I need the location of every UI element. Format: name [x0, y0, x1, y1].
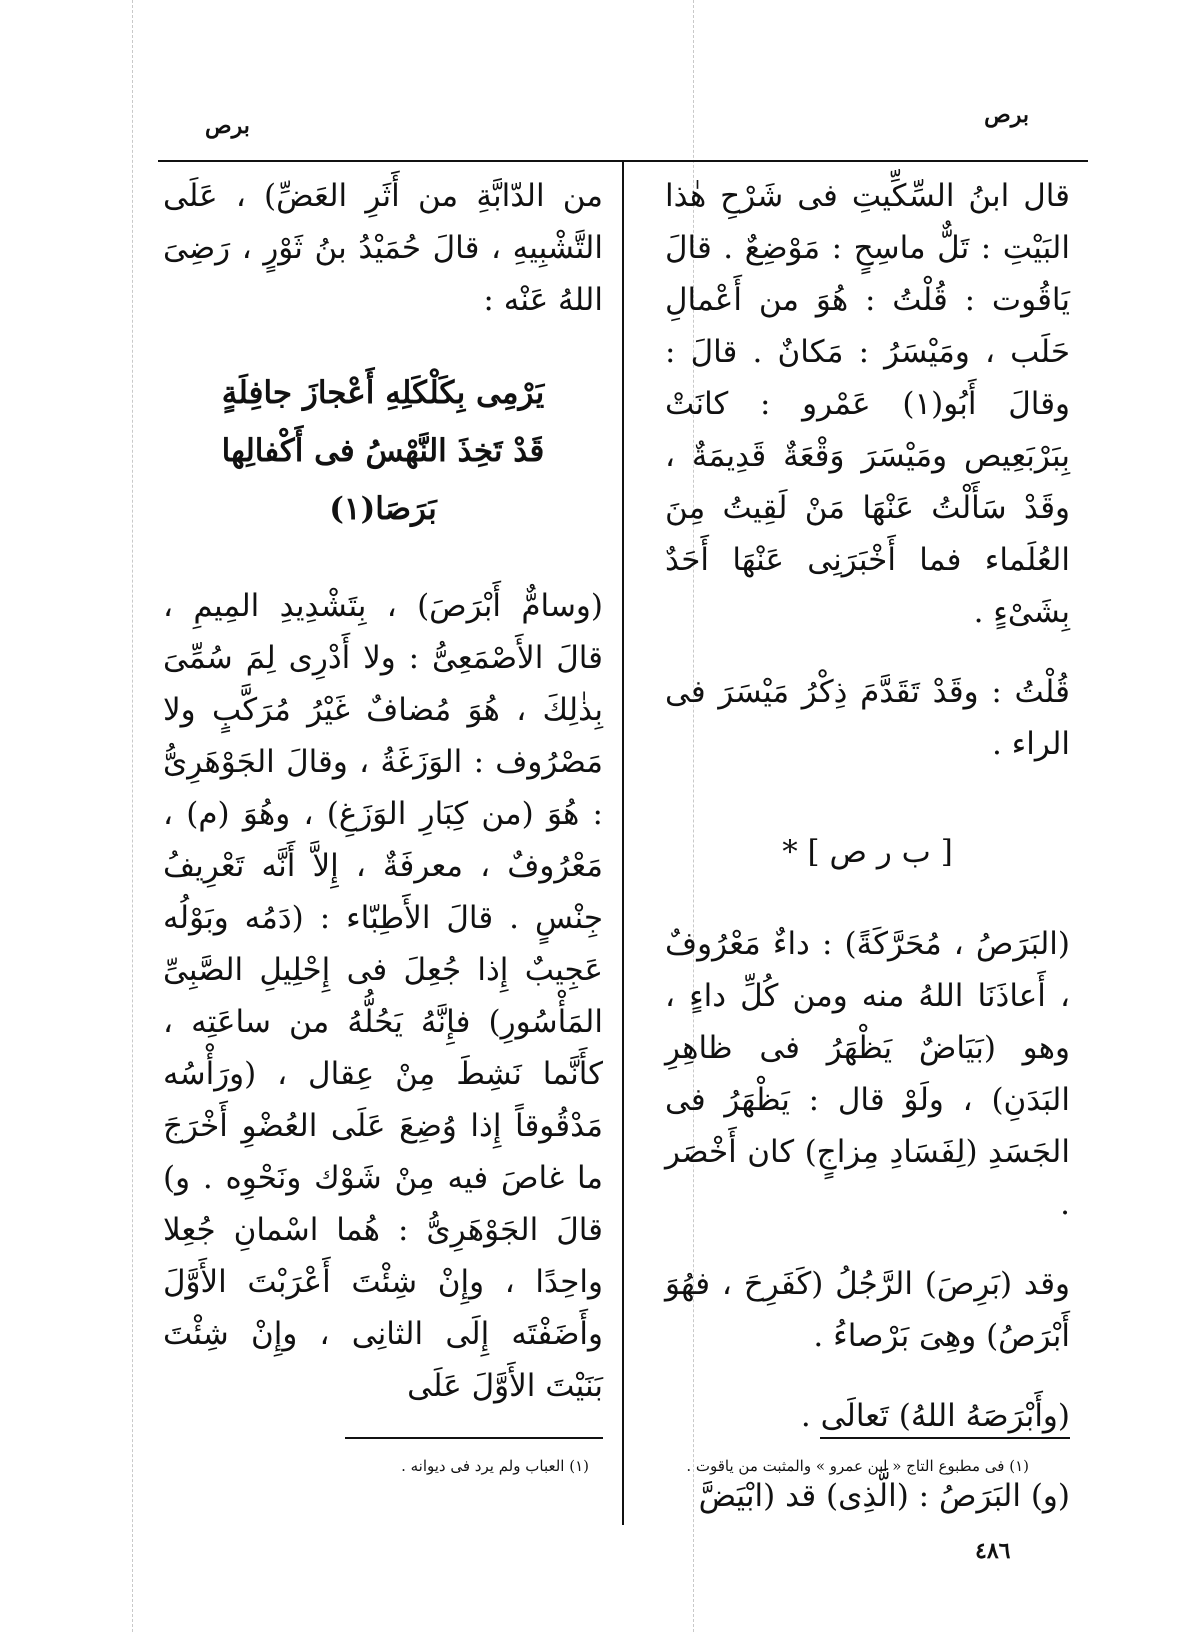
footnote-right: (١) فى مطبوع التاج « ابن عمرو » والمثبت من ياقوت . — [686, 1457, 1029, 1475]
scan-guide-line — [132, 0, 133, 1632]
entry-heading: [ ب ر ص ] * — [782, 834, 953, 870]
paragraph: (وسامٌّ أَبْرَصَ) ، بِتَشْدِيدِ المِيمِ ، قالَ الأَصْمَعِىُّ : ولا أَدْرِى لِمَ سُمِّىَ بِذٰلِكَ ، هُوَ مُضافٌ غَيْرُ مُرَكَّبٍ ولا مَصْرُوف : الوَزَغَةُ ، وقالَ الجَوْهَرِىُّ : هُوَ (من كِبَارِ الوَزَغِ) ، وهُوَ (م) ، مَعْرُوفٌ ، معرفَةٌ ، إِلاَّ أَنَّه تَعْرِيفُ جِنْسٍ . قالَ الأَطِبّاء : (دَمُه وبَوْلُه عَجِيبٌ إِذا جُعِلَ فى إِحْلِيلِ الصَّبِىِّ المَأْسُورِ) فإِنَّهُ يَحُلُّهُ من ساعَتِه ، كأَنَّما نَشِطَ مِنْ عِقال ، (ورَأْسُه مَدْقُوقاً إِذا وُضِعَ عَلَى العُضْوِ أَخْرَجَ ما غاصَ فيه مِنْ شَوْك ونَحْوِه . و) قالَ الجَوْهَرِىُّ : هُما اسْمانِ جُعِلا واحِدًا ، وإِنْ شِئْتَ أَعْرَبْتَ الأَوَّلَ وأَضَفْتَه إِلَى الثانِى ، وإِنْ شِئْتَ بَنَيْتَ الأَوَّلَ عَلَى — [163, 588, 603, 1404]
footnote-rule — [345, 1437, 603, 1439]
running-header-right: برص — [984, 102, 1029, 128]
footnote-rule — [820, 1437, 1070, 1439]
left-column — [163, 170, 603, 1412]
paragraph: (و) البَرَصُ : (الَّذِى) قد (ابْيَضَّ — [698, 1478, 1070, 1514]
page-number: ٤٨٦ — [975, 1538, 1011, 1564]
column-divider — [622, 160, 624, 1525]
running-header-left: برص — [205, 113, 250, 139]
paragraph: (وأَبْرَصَهُ اللهُ) تَعالَى . — [800, 1398, 1070, 1434]
paragraph: وقد (بَرِصَ) الرَّجُلُ (كَفَرِحَ ، فهُوَ أَبْرَصُ) وهِىَ بَرْصاءُ . — [665, 1266, 1070, 1354]
footnote-left: (١) العباب ولم يرد فى ديوانه . — [401, 1457, 589, 1475]
right-column — [665, 170, 1070, 1522]
poem-verse — [163, 364, 603, 538]
paragraph: قال ابنُ السِّكِّيتِ فى شَرْحِ هٰذا البَيْتِ : تَلٌّ ماسِحٍ : مَوْضِعٌ . قالَ يَاقُوت : قُلْتُ : هُوَ من أَعْمالِ حَلَب ، ومَيْسَرُ : مَكانٌ . قالَ : وقالَ أَبُو(١) عَمْرو : كانَتْ بِبَرْبَعِيص ومَيْسَرَ وَقْعَةٌ قَدِيمَةٌ ، وقَدْ سَأَلْتُ عَنْهَا مَنْ لَقِيتُ مِنَ العُلَماء فما أَخْبَرَنِى عَنْهَا أَحَدٌ بِشَىْءٍ . — [665, 178, 1070, 630]
paragraph: (البَرَصُ ، مُحَرَّكَةً) : داءٌ مَعْرُوفٌ ، أَعاذَنَا اللهُ منه ومن كُلِّ داءٍ ، وهو (بَيَاضٌ يَظْهَرُ فى ظاهِرِ البَدَنِ) ، ولَوْ قال : يَظْهَرُ فى الجَسَدِ (لِفَسَادِ مِزاجٍ) كان أَخْصَر . — [665, 926, 1070, 1222]
paragraph: قُلْتُ : وقَدْ تَقَدَّمَ ذِكْرُ مَيْسَرَ فى الراء . — [665, 674, 1070, 762]
verse-line: قَدْ تَخِذَ النَّهْسُ فى أَكْفالِها بَرَصَا(١) — [221, 433, 545, 527]
paragraph: من الدّابَّةِ من أَثَرِ العَضِّ) ، عَلَى التَّشْبِيهِ ، قالَ حُمَيْدُ بنُ ثَوْرٍ ، رَضِىَ اللهُ عَنْه : — [163, 178, 603, 318]
verse-line: يَرْمِى بِكَلْكَلِهِ أَعْجازَ جافِلَةٍ — [221, 375, 545, 411]
